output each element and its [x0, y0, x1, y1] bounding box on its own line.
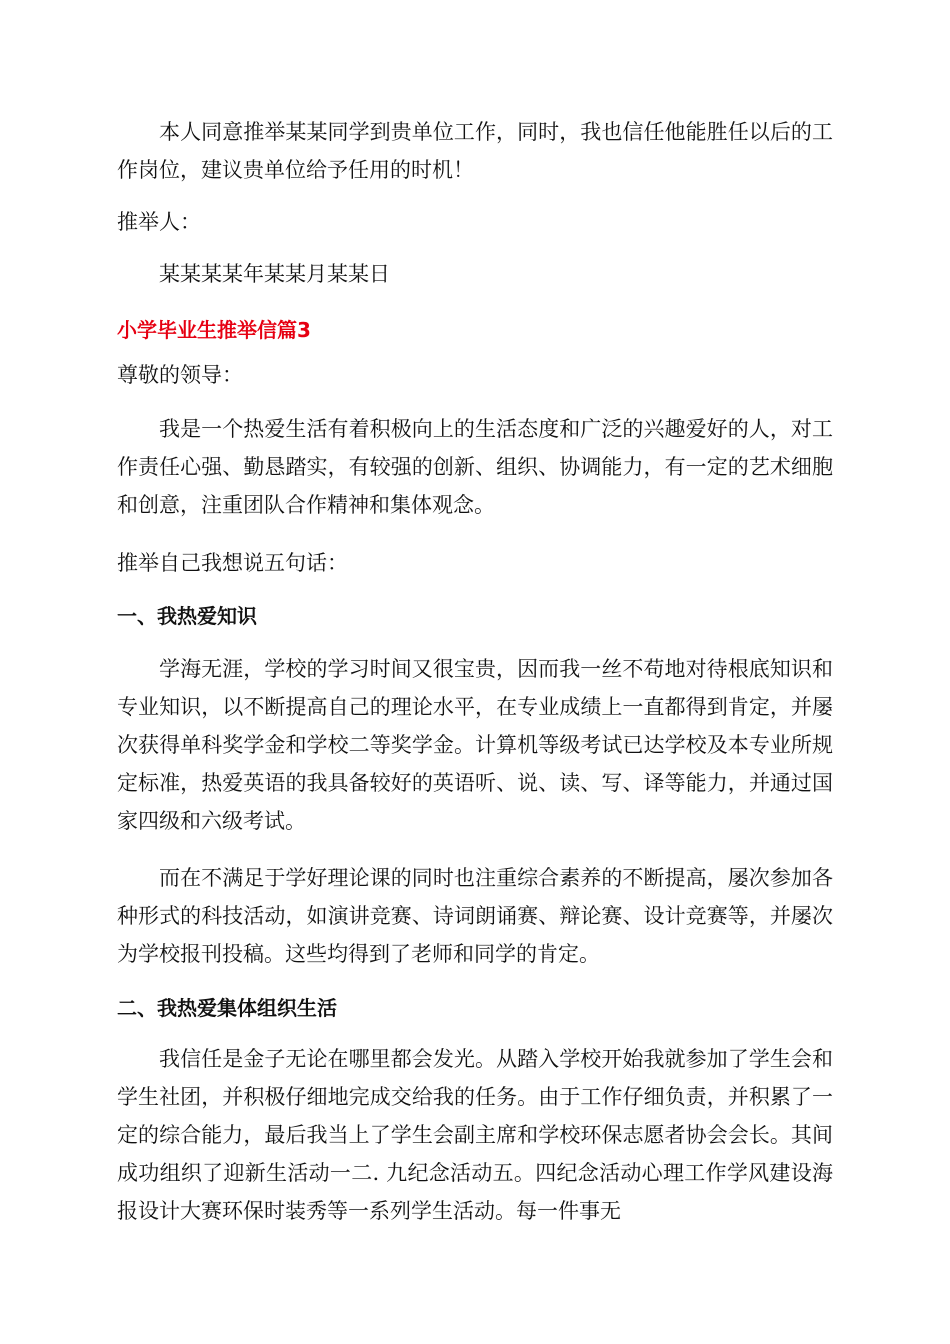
collective-paragraph: 我信任是金子无论在哪里都会发光。从踏入学校开始我就参加了学生会和学生社团，并积极仔细地完成交给我的任务。由于工作仔细负责，并积累了一定的综合能力，最后我当上了学生会副主席和学校环保志愿者协会会长。其间成功组织了迎新生活动一二. 九纪念活动五。四纪念活动心理工作学风建设海报设计大赛环保时装秀等一系列学生活动。每一件事无 — [117, 1047, 833, 1223]
knowledge-paragraph: 学海无涯，学校的学习时间又很宝贵，因而我一丝不苟地对待根底知识和专业知识，以不断提高自己的理论水平，在专业成绩上一直都得到肯定，并屡次获得单科奖学金和学校二等奖学金。计算机等级考试已达学校及本专业所规定标准，热爱英语的我具备较好的英语听、说、读、写、译等能力，并通过国家四级和六级考试。 — [117, 657, 833, 833]
five-points-intro: 推举自己我想说五句话： — [117, 551, 348, 575]
greeting: 尊敬的领导： — [117, 363, 243, 387]
heading-love-collective: 二、我热爱集体组织生活 — [117, 996, 337, 1020]
heading-love-knowledge: 一、我热爱知识 — [117, 604, 257, 628]
self-intro-paragraph: 我是一个热爱生活有着积极向上的生活态度和广泛的兴趣爱好的人，对工作责任心强、勤恳踏实，有较强的创新、组织、协调能力，有一定的艺术细胞和创意，注重团队合作精神和集体观念。 — [117, 417, 833, 517]
consent-paragraph: 本人同意推举某某同学到贵单位工作，同时，我也信任他能胜任以后的工作岗位，建议贵单位给予任用的时机！ — [117, 120, 833, 182]
section-title: 小学毕业生推举信篇3 — [117, 318, 311, 342]
activities-paragraph: 而在不满足于学好理论课的同时也注重综合素养的不断提高，屡次参加各种形式的科技活动，如演讲竞赛、诗词朗诵赛、辩论赛、设计竞赛等，并屡次为学校报刊投稿。这些均得到了老师和同学的肯定。 — [117, 866, 833, 966]
recommender-label: 推举人： — [117, 210, 201, 234]
date-line: 某某某某年某某月某某日 — [159, 262, 390, 286]
